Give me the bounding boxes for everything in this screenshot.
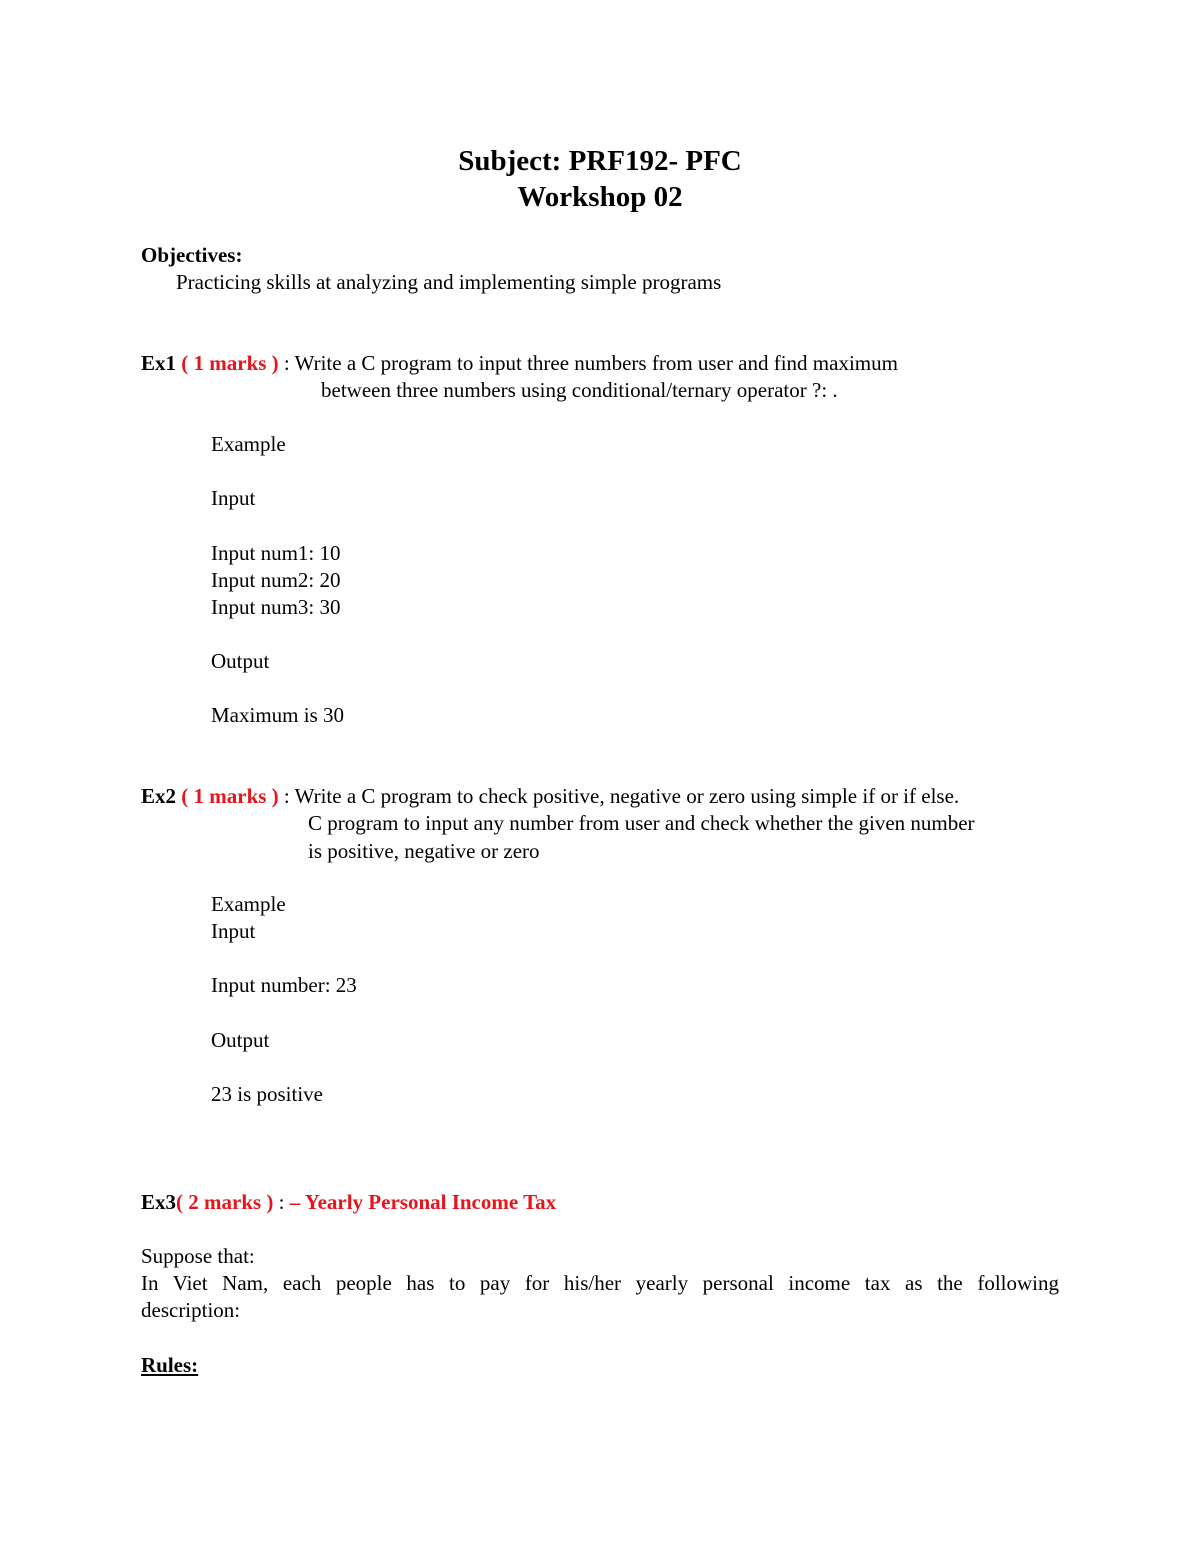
- ex3-suppose-text: Suppose that:: [141, 1244, 255, 1268]
- ex2-description-line1: : Write a C program to check positive, negative or zero using simple if or if else.: [278, 784, 960, 808]
- objectives-heading: Objectives:: [141, 243, 243, 267]
- ex2-description-line2: C program to input any number from user and check whether the given number: [308, 811, 975, 835]
- ex1-output-value: Maximum is 30: [211, 703, 345, 727]
- ex3-description-line2: description:: [141, 1298, 241, 1322]
- ex3-description-line1: In Viet Nam, each people has to pay for his/her yearly personal income tax as the following: [141, 1271, 1059, 1295]
- ex1-description-line2: between three numbers using conditional/ternary operator ?: .: [321, 378, 838, 402]
- ex2-description-line3: is positive, negative or zero: [308, 839, 540, 863]
- ex1-input-label: Input: [211, 486, 256, 510]
- ex1-heading: [141, 350, 898, 377]
- ex3-separator: :: [273, 1190, 290, 1214]
- ex2-output-label: Output: [211, 1028, 270, 1052]
- ex3-label: Ex3: [141, 1190, 177, 1214]
- ex3-title: – Yearly Personal Income Tax: [289, 1190, 557, 1214]
- ex1-input-line: Input num1: 10: [211, 541, 341, 565]
- ex1-description-line1: : Write a C program to input three numbers from user and find maximum: [278, 351, 898, 375]
- ex1-label: Ex1: [141, 351, 177, 375]
- ex1-input-line: Input num3: 30: [211, 595, 341, 619]
- ex1-marks: ( 1 marks ): [176, 351, 279, 375]
- ex3-heading: [141, 1189, 556, 1216]
- workshop-title: Workshop 02: [517, 181, 683, 213]
- ex2-marks: ( 1 marks ): [176, 784, 279, 808]
- rules-heading: Rules:: [141, 1353, 199, 1377]
- ex2-heading: [141, 783, 959, 810]
- ex3-marks: ( 2 marks ): [176, 1190, 274, 1214]
- objectives-text: Practicing skills at analyzing and implementing simple programs: [176, 270, 722, 294]
- ex2-input-label: Input: [211, 919, 256, 943]
- ex2-input-line: Input number: 23: [211, 973, 357, 997]
- ex2-label: Ex2: [141, 784, 177, 808]
- subject-title: Subject: PRF192- PFC: [458, 145, 742, 177]
- ex1-output-label: Output: [211, 649, 270, 673]
- ex1-input-line: Input num2: 20: [211, 568, 341, 592]
- ex1-example-label: Example: [211, 432, 286, 456]
- ex2-example-label: Example: [211, 892, 286, 916]
- ex2-output-value: 23 is positive: [211, 1082, 324, 1106]
